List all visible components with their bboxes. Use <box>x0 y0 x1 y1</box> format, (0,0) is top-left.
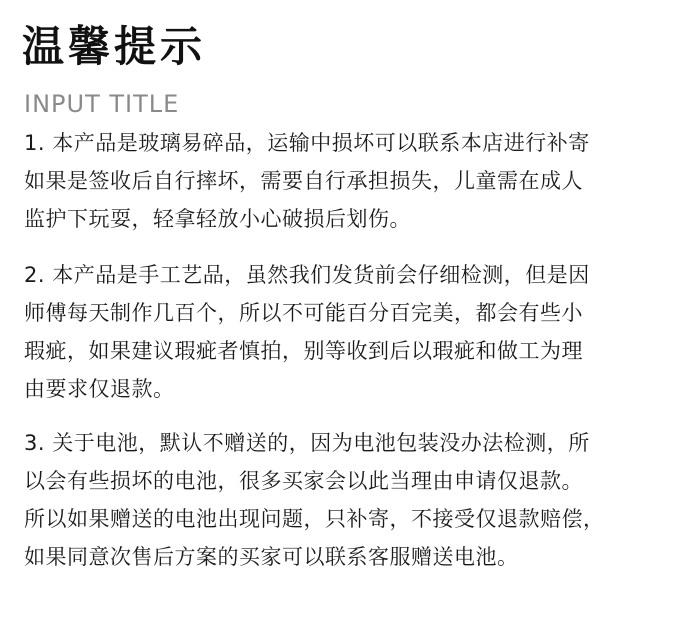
page-subtitle: INPUT TITLE <box>24 90 180 118</box>
notice-line: 瑕疵，如果建议瑕疵者慎拍，别等收到后以瑕疵和做工为理 <box>24 339 583 363</box>
notice-line: 以会有些损坏的电池，很多买家会以此当理由申请仅退款。 <box>24 469 583 493</box>
notice-paragraph-2 <box>24 256 676 408</box>
notice-line: 2. 本产品是手工艺品，虽然我们发货前会仔细检测，但是因 <box>24 263 590 287</box>
notice-line: 1. 本产品是玻璃易碎品，运输中损坏可以联系本店进行补寄 <box>24 131 590 155</box>
notice-line: 如果是签收后自行摔坏，需要自行承担损失，儿童需在成人 <box>24 169 583 193</box>
notice-line: 如果同意次售后方案的买家可以联系客服赠送电池。 <box>24 545 519 569</box>
page-title: 温馨提示 <box>22 22 207 71</box>
notice-line: 由要求仅退款。 <box>24 377 175 401</box>
notice-line: 监护下玩耍，轻拿轻放小心破损后划伤。 <box>24 207 411 231</box>
notice-line: 所以如果赠送的电池出现问题，只补寄，不接受仅退款赔偿， <box>24 507 605 531</box>
notice-line: 师傅每天制作几百个，所以不可能百分百完美，都会有些小 <box>24 301 583 325</box>
notice-paragraph-1 <box>24 124 676 238</box>
notice-paragraph-3 <box>24 424 676 576</box>
notice-line: 3. 关于电池，默认不赠送的，因为电池包装没办法检测，所 <box>24 431 590 455</box>
